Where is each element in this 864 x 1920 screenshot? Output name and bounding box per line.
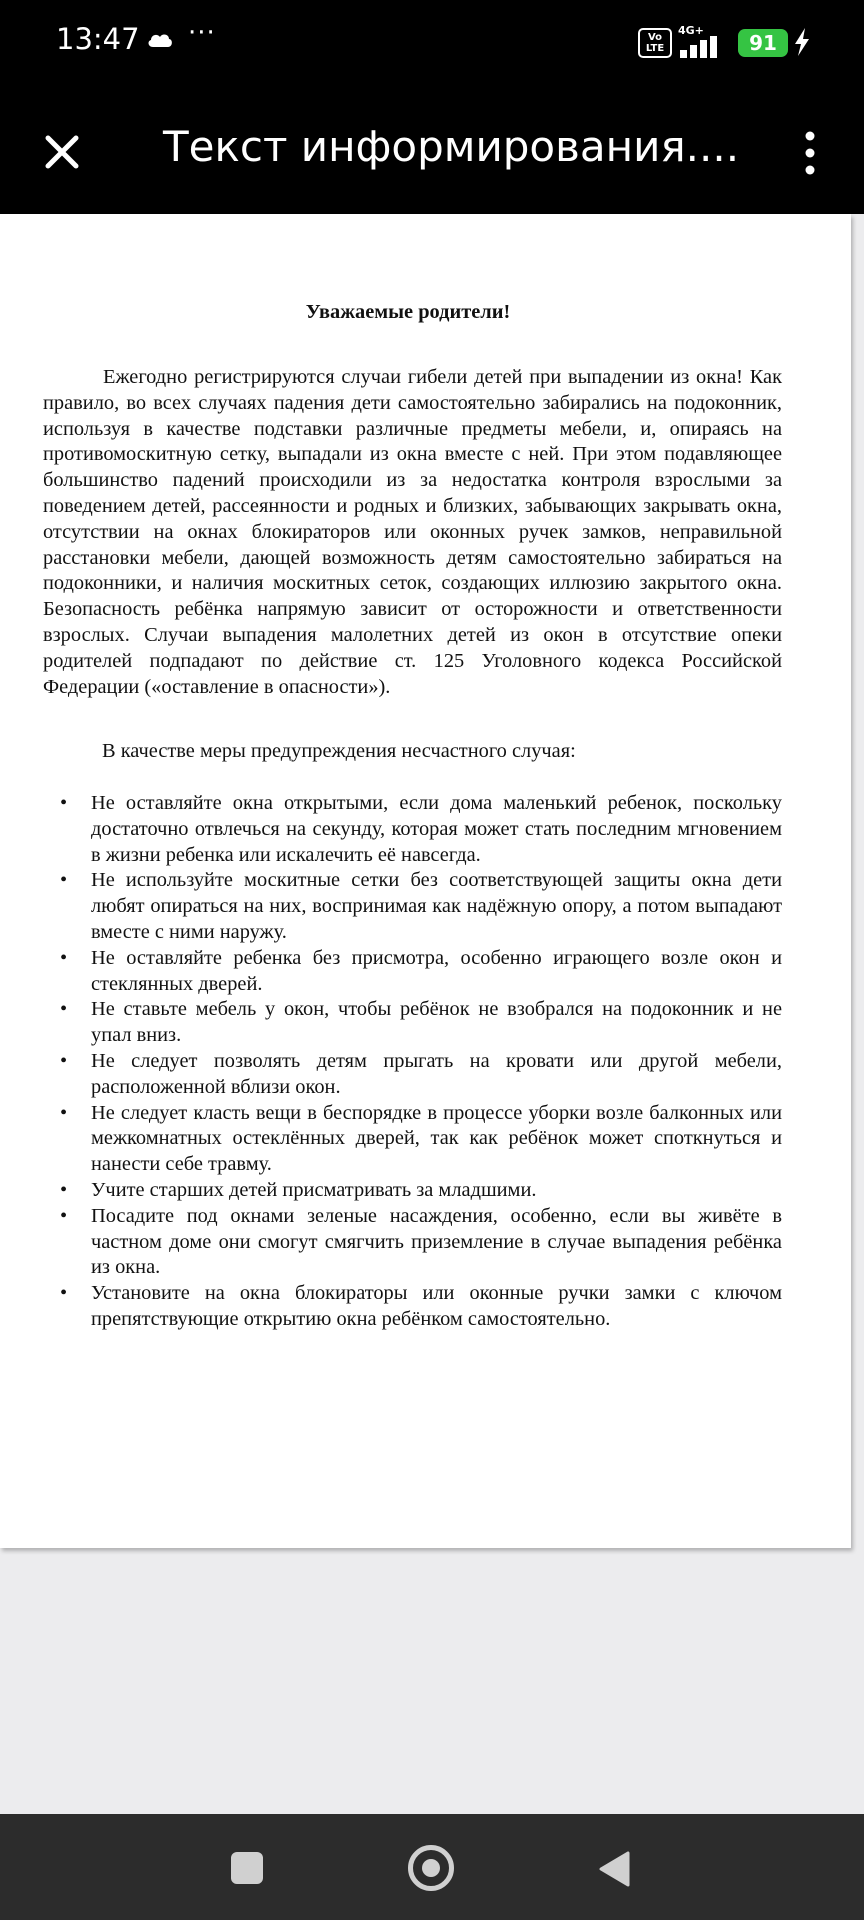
home-icon-center [422,1859,440,1877]
signal-icon [680,36,728,58]
list-item: • Учите старших детей присматривать за младшими. [91,1178,782,1204]
cloud-icon [146,30,174,48]
document-page[interactable] [0,214,851,1548]
close-button[interactable] [40,130,84,174]
document-lead: В качестве меры предупреждения несчастного случая: [102,740,576,762]
more-options-button[interactable] [794,130,826,176]
more-dots-icon: ··· [188,18,216,48]
list-item: • Не следует класть вещи в беспорядке в процессе уборки возле балконных или межкомнатных остеклённых дверей, так как ребёнок может споткнуться и нанести себе травму. [91,1101,782,1178]
recommendations-list [91,791,782,1333]
network-type: 4G+ [678,24,704,37]
list-item: • Не ставьте мебель у окон, чтобы ребёнок не взобрался на подоконник и не упал вниз. [91,997,782,1049]
document-heading: Уважаемые родители! [305,301,511,323]
more-vertical-icon [794,130,826,176]
app-bar [0,86,864,214]
back-icon[interactable] [598,1851,630,1887]
charging-bolt-icon [794,28,810,56]
list-item: • Не оставляйте ребенка без присмотра, особенно играющего возле окон и стеклянных дверей. [91,946,782,998]
status-bar [0,0,864,86]
navigation-bar [0,1814,864,1920]
volte-top: Vo [647,32,663,43]
list-item: • Посадите под окнами зеленые насаждения, особенно, если вы живёте в частном доме они смогут смягчить приземление в случае выпадения ребёнка из окна. [91,1204,782,1281]
recents-icon[interactable] [231,1852,263,1884]
list-item: • Не оставляйте окна открытыми, если дома маленький ребенок, поскольку достаточно отвлечься на секунду, которая может стать последним мгновением в жизни ребенка или искалечить её навсегда. [91,791,782,868]
volte-bottom: LTE [645,43,665,54]
list-item: • Не используйте москитные сетки без соответствующей защиты окна дети любят опираться на них, воспринимая как надёжную опору, а потом выпадают вместе с ними наружу. [91,868,782,945]
status-time: 13:47 [56,22,140,56]
document-title: Текст информирования.... [163,122,740,171]
volte-icon [638,28,672,58]
home-icon[interactable] [408,1845,454,1891]
list-item: • Установите на окна блокираторы или оконные ручки замки с ключом препятствующие открытию окна ребёнком самостоятельно. [91,1281,782,1333]
document-paragraph: Ежегодно регистрируются случаи гибели детей при выпадении из окна! Как правило, во всех случаях падения дети самостоятельно забирались на подоконник, используя в качестве подставки различные предметы мебели, и, опираясь на противомоскитную сетку, выпадали из окна вместе с ней. При этом подавляющее большинство падений происходили из за недостатка контроля взрослыми за поведением детей, рассеянности и родных и близких, забывающих закрывать окна, отсутствии на окнах блокираторов или оконных ручек замков, неправильной расстановки мебели, дающей возможность детям самостоятельно забираться на подоконники, и наличия москитных сеток, создающих иллюзию закрытого окна. Безопасность ребёнка напрямую зависит от осторожности и ответственности взрослых. Случаи выпадения малолетних детей из окон в отсутствие опеки родителей подпадают по действие ст. 125 Уголовного кодекса Российской Федерации («оставление в опасности»). [43,366,782,698]
list-item: • Не следует позволять детям прыгать на кровати или другой мебели, расположенной вблизи окон. [91,1049,782,1101]
close-icon [40,130,84,174]
battery-indicator: 91 [738,29,788,57]
